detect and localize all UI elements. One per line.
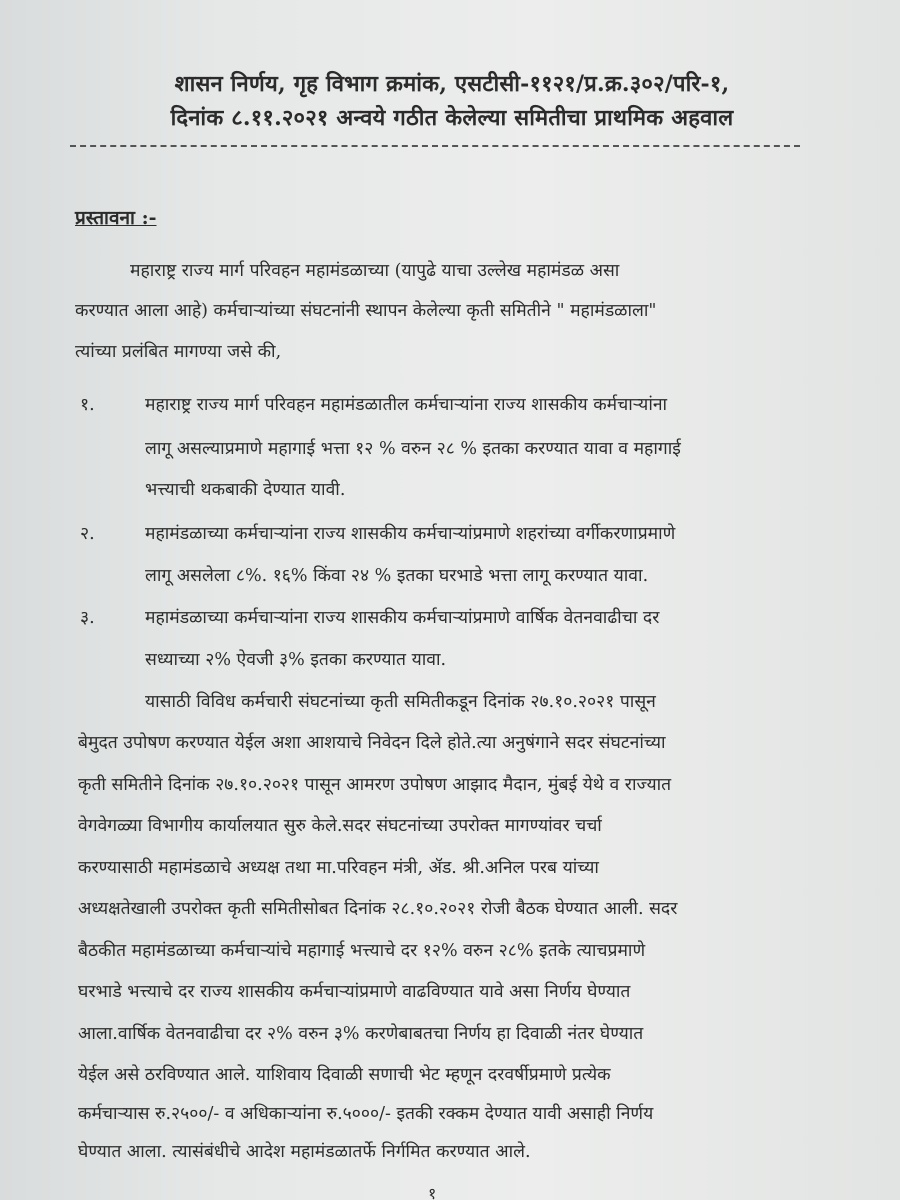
- page-number: १: [428, 1184, 437, 1200]
- list-item-line: भत्त्याची थकबाकी देण्यात यावी.: [145, 480, 346, 500]
- paragraph-line: कर्मचाऱ्यास रु.२५००/- व अधिकाऱ्यांना रु.५०००/- इतकी रक्कम देण्यात यावी असाही निर्णय: [78, 1104, 654, 1124]
- list-item-number: २.: [80, 524, 95, 544]
- paragraph-line: कृती समितीने दिनांक २७.१०.२०२१ पासून आमरण उपोषण आझाद मैदान, मुंबई येथे व राज्यात: [78, 775, 672, 795]
- paragraph-line: आला.वार्षिक वेतनवाढीचा दर २% वरुन ३% करणेबाबतचा निर्णय हा दिवाळी नंतर घेण्यात: [78, 1024, 644, 1044]
- list-item-number: १.: [80, 395, 95, 415]
- section-heading: प्रस्तावना :-: [75, 207, 157, 229]
- list-item-line: लागू असलेला ८%. १६% किंवा २४ % इतका घरभाडे भत्ता लागू करण्यात यावा.: [145, 566, 649, 586]
- list-item-line: महाराष्ट्र राज्य मार्ग परिवहन महामंडळातील कर्मचाऱ्यांना राज्य शासकीय कर्मचाऱ्यांना: [145, 395, 668, 415]
- intro-line: करण्यात आला आहे) कर्मचाऱ्यांच्या संघटनांनी स्थापन केलेल्या कृती समितीने " महामंडळाला": [75, 301, 657, 321]
- paragraph-line: बेमुदत उपोषण करण्यात येईल अशा आशयाचे निवेदन दिले होते.त्या अनुषंगाने सदर संघटनांच्या: [78, 733, 666, 753]
- paragraph-line: यासाठी विविध कर्मचारी संघटनांच्या कृती समितीकडून दिनांक २७.१०.२०२१ पासून: [145, 692, 656, 712]
- paragraph-line: घरभाडे भत्त्याचे दर राज्य शासकीय कर्मचाऱ्यांप्रमाणे वाढविण्यात यावे असा निर्णय घेण्यात: [78, 982, 631, 1002]
- paragraph-line: वेगवेगळ्या विभागीय कार्यालयात सुरु केले.सदर संघटनांच्या उपरोक्त मागण्यांवर चर्चा: [78, 816, 602, 836]
- list-item-number: ३.: [80, 608, 95, 628]
- list-item-line: सध्याच्या २% ऐवजी ३% इतका करण्यात यावा.: [145, 650, 447, 670]
- paragraph-line: येईल असे ठरविण्यात आले. याशिवाय दिवाळी सणाची भेट म्हणून दरवर्षीप्रमाणे प्रत्येक: [78, 1065, 611, 1085]
- intro-line: महाराष्ट्र राज्य मार्ग परिवहन महामंडळाच्या (यापुढे याचा उल्लेख महामंडळ असा: [130, 261, 620, 281]
- list-item-line: महामंडळाच्या कर्मचाऱ्यांना राज्य शासकीय कर्मचाऱ्यांप्रमाणे शहरांच्या वर्गीकरणाप्रमाणे: [145, 524, 676, 544]
- list-item-line: लागू असल्याप्रमाणे महागाई भत्ता १२ % वरुन २८ % इतका करण्यात यावा व महागाई: [145, 439, 681, 459]
- paragraph-line: बैठकीत महामंडळाच्या कर्मचाऱ्यांचे महागाई भत्त्याचे दर १२% वरुन २८% इतके त्याचप्रमाणे: [78, 941, 646, 961]
- paragraph-line: अध्यक्षतेखाली उपरोक्त कृती समितीसोबत दिनांक २८.१०.२०२१ रोजी बैठक घेण्यात आली. सदर: [78, 899, 678, 919]
- paragraph-line: घेण्यात आला. त्यासंबंधीचे आदेश महामंडळातर्फे निर्गमित करण्यात आले.: [78, 1142, 531, 1162]
- paragraph-line: करण्यासाठी महामंडळाचे अध्यक्ष तथा मा.परिवहन मंत्री, ॲड. श्री.अनिल परब यांच्या: [78, 858, 599, 878]
- list-item-line: महामंडळाच्या कर्मचाऱ्यांना राज्य शासकीय कर्मचाऱ्यांप्रमाणे वार्षिक वेतनवाढीचा दर: [145, 608, 660, 628]
- document-title-line-1: शासन निर्णय, गृह विभाग क्रमांक, एसटीसी-११२१/प्र.क्र.३०२/परि-१,: [174, 71, 730, 97]
- intro-line: त्यांच्या प्रलंबित मागण्या जसे की,: [75, 342, 282, 362]
- document-title-line-2: दिनांक ८.११.२०२१ अन्वये गठीत केलेल्या समितीचा प्राथमिक अहवाल: [170, 105, 734, 131]
- dashed-divider: [70, 145, 800, 147]
